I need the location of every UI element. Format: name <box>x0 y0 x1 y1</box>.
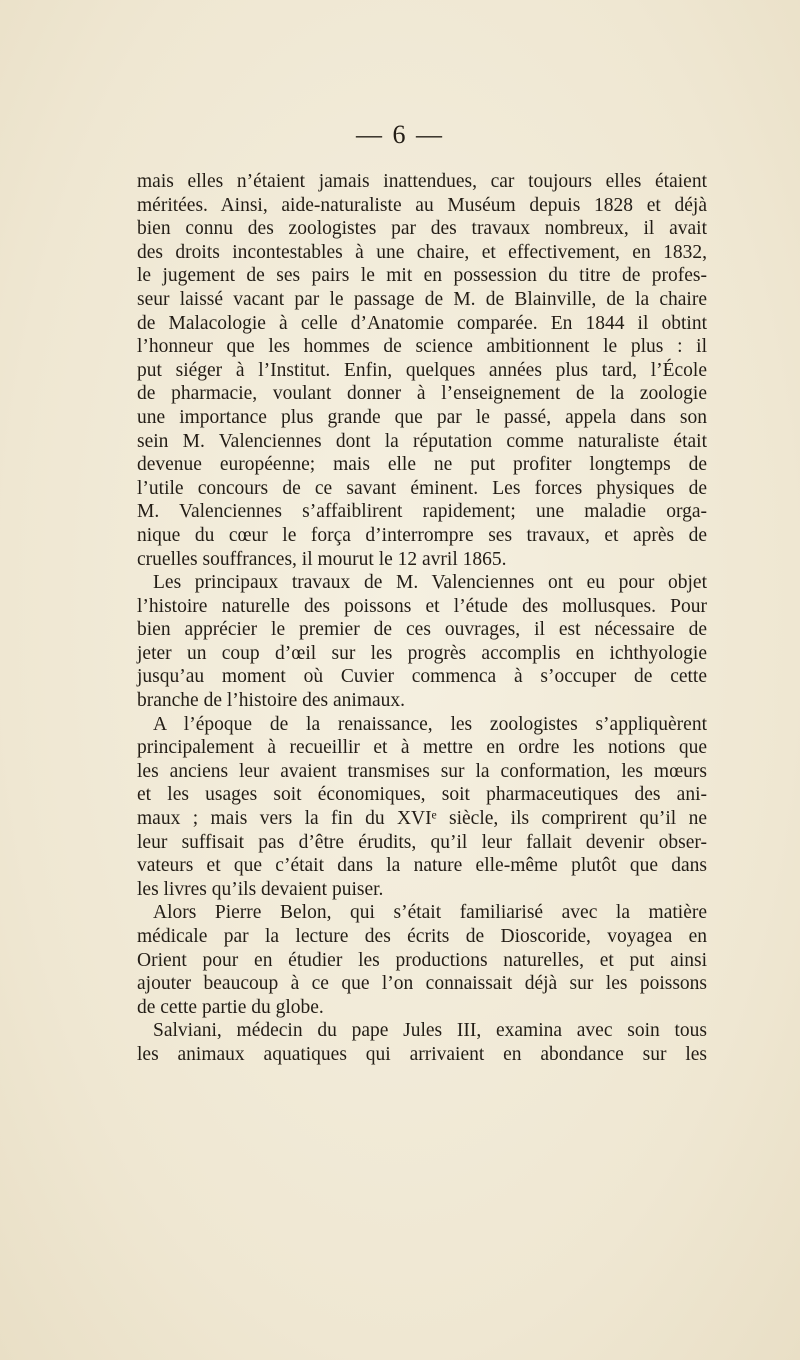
text-line: le jugement de ses pairs le mit en possession du titre de profes- <box>137 265 707 287</box>
paragraph-2 <box>137 571 707 713</box>
text-line: l’honneur que les hommes de science ambitionnent le plus : il <box>137 336 707 358</box>
text-line: l’histoire naturelle des poissons et l’étude des mollusques. Pour <box>137 595 707 617</box>
text-line: les anciens leur avaient transmises sur la conformation, les mœurs <box>137 760 707 782</box>
text-line: leur suffisait pas d’être érudits, qu’il leur fallait devenir obser- <box>137 831 707 853</box>
text-line: jusqu’au moment où Cuvier commenca à s’occuper de cette <box>137 666 707 688</box>
text-line: bien connu des zoologistes par des travaux nombreux, il avait <box>137 218 707 240</box>
text-line: des droits incontestables à une chaire, et effectivement, en 1832, <box>137 241 707 263</box>
body-text <box>137 170 707 1067</box>
text-line: principalement à recueillir et à mettre en ordre les notions que <box>137 737 707 759</box>
text-line: Salviani, médecin du pape Jules III, examina avec soin tous <box>153 1020 707 1042</box>
page-number: — 6 — <box>356 120 444 149</box>
text-line: seur laissé vacant par le passage de M. de Blainville, de la chaire <box>137 288 707 310</box>
paragraph-3 <box>137 713 707 902</box>
text-line: vateurs et que c’était dans la nature elle-même plutôt que dans <box>137 855 707 877</box>
text-line: mais elles n’étaient jamais inattendues, car toujours elles étaient <box>137 171 707 192</box>
text-line: jeter un coup d’œil sur les progrès accomplis en ichthyologie <box>137 642 707 664</box>
text-line: l’utile concours de ce savant éminent. Les forces physiques de <box>137 477 707 499</box>
text-line: devenue européenne; mais elle ne put profiter longtemps de <box>137 454 707 476</box>
text-line: une importance plus grande que par le passé, appela dans son <box>137 406 707 428</box>
text-line: méritées. Ainsi, aide-naturaliste au Muséum depuis 1828 et déjà <box>137 194 707 216</box>
text-line: bien apprécier le premier de ces ouvrages, il est nécessaire de <box>137 619 707 641</box>
paragraph-4 <box>137 901 707 1019</box>
text-line: nique du cœur le força d’interrompre ses travaux, et après de <box>137 524 707 546</box>
text-line: M. Valenciennes s’affaiblirent rapidement; une maladie orga- <box>137 501 707 523</box>
text-line: Orient pour en étudier les productions naturelles, et put ainsi <box>137 949 707 971</box>
text-line: A l’époque de la renaissance, les zoologistes s’appliquèrent <box>153 713 707 735</box>
text-line: médicale par la lecture des écrits de Dioscoride, voyagea en <box>137 926 707 947</box>
text-line: les livres qu’ils devaient puiser. <box>137 878 384 900</box>
text-line: sein M. Valenciennes dont la réputation comme naturaliste était <box>137 430 707 452</box>
text-line: Alors Pierre Belon, qui s’était familiarisé avec la matière <box>153 902 707 924</box>
text-line: et les usages soit économiques, soit pharmaceutiques des ani- <box>137 784 707 806</box>
text-line: Les principaux travaux de M. Valenciennes ont eu pour objet <box>153 572 707 594</box>
text-line: branche de l’histoire des animaux. <box>137 690 406 712</box>
paragraph-5 <box>137 1019 707 1066</box>
text-line: de Malacologie à celle d’Anatomie comparée. En 1844 il obtint <box>137 312 707 334</box>
text-line: les animaux aquatiques qui arrivaient en abondance sur les <box>137 1043 707 1065</box>
text-line: cruelles souffrances, il mourut le 12 avril 1865. <box>137 548 507 570</box>
text-line: ajouter beaucoup à ce que l’on connaissait déjà sur les poissons <box>137 973 707 995</box>
text-line: put siéger à l’Institut. Enfin, quelques années plus tard, l’École <box>137 359 707 381</box>
paragraph-1 <box>137 170 707 571</box>
text-line: maux ; mais vers la fin du XVIᵉ siècle, ils comprirent qu’il ne <box>137 808 707 830</box>
text-line: de cette partie du globe. <box>137 996 324 1018</box>
text-line: de pharmacie, voulant donner à l’enseignement de la zoologie <box>137 383 707 405</box>
